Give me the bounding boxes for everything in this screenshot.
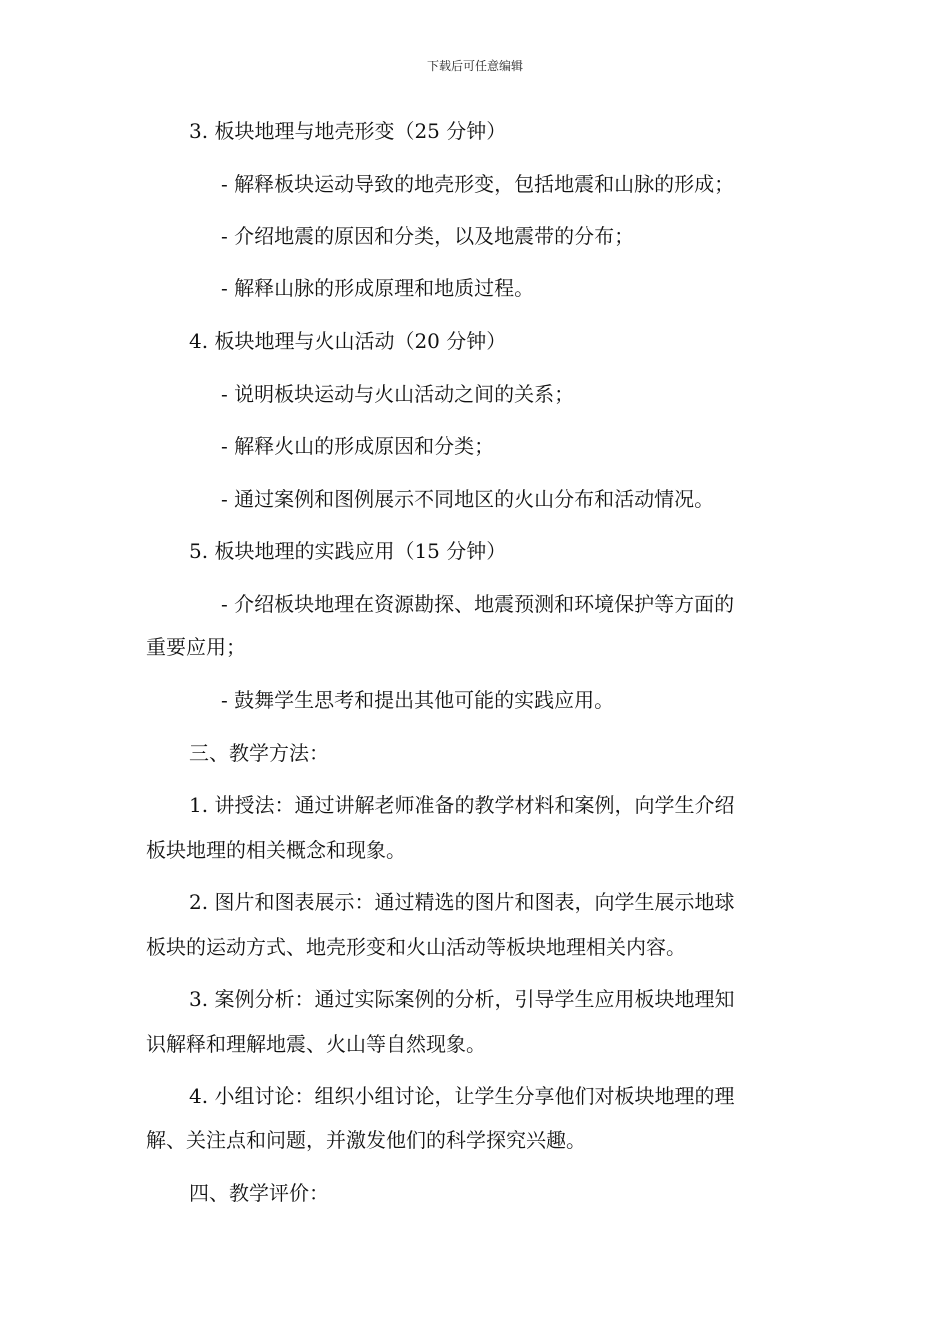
method-item-1-continuation: 板块地理的相关概念和现象。 <box>146 838 406 862</box>
method-item-2-continuation: 板块的运动方式、地壳形变和火山活动等板块地理相关内容。 <box>146 935 686 959</box>
bullet-item: - 解释火山的形成原因和分类； <box>221 434 495 458</box>
bullet-item: - 解释板块运动导致的地壳形变，包括地震和山脉的形成； <box>221 172 735 196</box>
bullet-item: - 介绍地震的原因和分类，以及地震带的分布； <box>221 224 635 248</box>
bullet-item-continuation: 重要应用； <box>146 635 246 659</box>
method-item-3: 3. 案例分析：通过实际案例的分析，引导学生应用板块地理知 <box>189 987 735 1011</box>
method-item-3-continuation: 识解释和理解地震、火山等自然现象。 <box>146 1032 486 1056</box>
method-item-2: 2. 图片和图表展示：通过精选的图片和图表，向学生展示地球 <box>189 890 735 914</box>
method-item-4: 4. 小组讨论：组织小组讨论，让学生分享他们对板块地理的理 <box>189 1084 735 1108</box>
section-item-3-title: 3. 板块地理与地壳形变（25 分钟） <box>189 119 507 143</box>
page-header: 下载后可任意编辑 <box>426 59 523 73</box>
section-heading-teaching-methods: 三、教学方法： <box>189 741 329 765</box>
bullet-item: - 介绍板块地理在资源勘探、地震预测和环境保护等方面的 <box>221 592 735 616</box>
bullet-item: - 通过案例和图例展示不同地区的火山分布和活动情况。 <box>221 487 715 511</box>
section-heading-teaching-evaluation: 四、教学评价： <box>189 1181 329 1205</box>
bullet-item: - 说明板块运动与火山活动之间的关系； <box>221 382 575 406</box>
bullet-item: - 鼓舞学生思考和提出其他可能的实践应用。 <box>221 688 615 712</box>
section-item-4-title: 4. 板块地理与火山活动（20 分钟） <box>189 329 507 353</box>
method-item-4-continuation: 解、关注点和问题，并激发他们的科学探究兴趣。 <box>146 1128 586 1152</box>
section-item-5-title: 5. 板块地理的实践应用（15 分钟） <box>189 539 507 563</box>
bullet-item: - 解释山脉的形成原理和地质过程。 <box>221 276 535 300</box>
method-item-1: 1. 讲授法：通过讲解老师准备的教学材料和案例，向学生介绍 <box>189 793 735 817</box>
